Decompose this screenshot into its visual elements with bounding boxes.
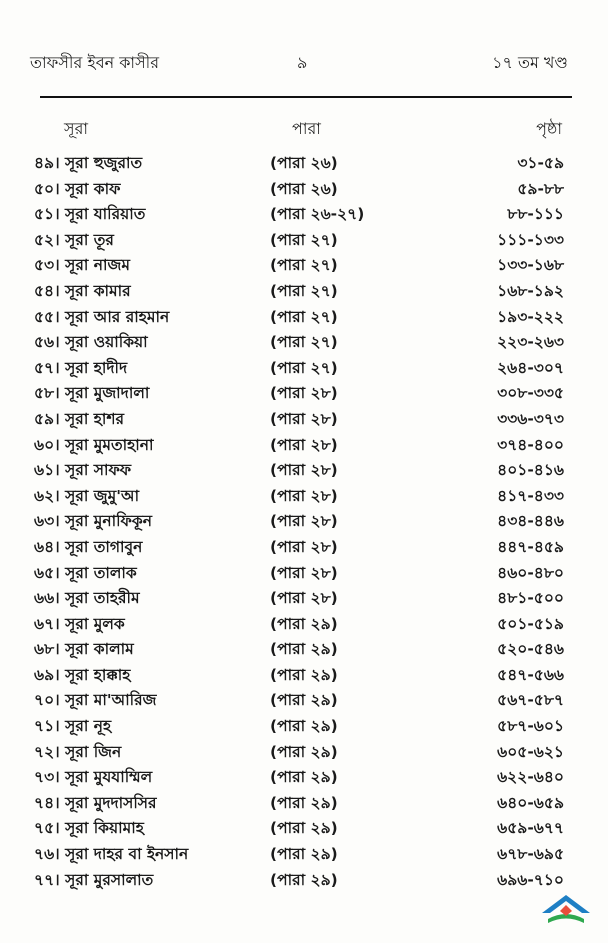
toc-row bbox=[0, 612, 608, 638]
para-number: (পারা ২৬-২৭) bbox=[270, 205, 365, 224]
surah-name: ৫৯। সূরা হাশর bbox=[34, 409, 125, 428]
surah-name: ৬৯। সূরা হাক্কাহ bbox=[34, 665, 131, 684]
toc-row bbox=[0, 816, 608, 842]
page-number: ৯ bbox=[297, 53, 308, 72]
page-range: ১১১-১৩৩ bbox=[497, 230, 564, 249]
page-range: ৩০৮-৩৩৫ bbox=[497, 384, 564, 403]
para-number: (পারা ২৮) bbox=[270, 537, 338, 556]
toc-row bbox=[0, 381, 608, 407]
surah-name: ৭২। সূরা জিন bbox=[34, 742, 122, 761]
column-header-para: পারা bbox=[292, 119, 321, 138]
toc-row bbox=[0, 458, 608, 484]
surah-name: ৫৩। সূরা নাজম bbox=[34, 256, 130, 275]
surah-name: ৭৭। সূরা মুরসালাত bbox=[34, 870, 154, 889]
column-header-surah: সূরা bbox=[64, 119, 89, 138]
page-range: ৫৯-৮৮ bbox=[517, 179, 564, 198]
para-number: (পারা ২৯) bbox=[270, 845, 338, 864]
toc-row bbox=[0, 586, 608, 612]
para-number: (পারা ২৬) bbox=[270, 179, 338, 198]
surah-name: ৬৭। সূরা মুলক bbox=[34, 614, 125, 633]
surah-name: ৭৩। সূরা মুযযাম্মিল bbox=[34, 768, 153, 787]
para-number: (পারা ২৯) bbox=[270, 793, 338, 812]
surah-name: ৬৪। সূরা তাগাবুন bbox=[34, 537, 143, 556]
surah-name: ৫০। সূরা কাফ bbox=[34, 179, 121, 198]
para-number: (পারা ২৯) bbox=[270, 691, 338, 710]
surah-name: ৬২। সূরা জুমু'আ bbox=[34, 486, 140, 505]
page-range: ৬০৫-৬২১ bbox=[497, 742, 564, 761]
page-range: ৫৮৭-৬০১ bbox=[497, 717, 564, 736]
para-number: (পারা ২৭) bbox=[270, 230, 338, 249]
toc-row bbox=[0, 663, 608, 689]
page-range: ৪৬০-৪৮০ bbox=[497, 563, 564, 582]
page-range: ৬৯৬-৭১০ bbox=[497, 870, 564, 889]
surah-name: ৫১। সূরা যারিয়াত bbox=[34, 205, 146, 224]
page-range: ৫৪৭-৫৬৬ bbox=[497, 665, 564, 684]
para-number: (পারা ২৮) bbox=[270, 409, 338, 428]
surah-name: ৭০। সূরা মা'আরিজ bbox=[34, 691, 157, 710]
page-range: ১৩৩-১৬৮ bbox=[497, 256, 564, 275]
header-rule bbox=[40, 96, 572, 98]
surah-name: ৫৫। সূরা আর রাহমান bbox=[34, 307, 170, 326]
surah-name: ৫৭। সূরা হাদীদ bbox=[34, 358, 128, 377]
page-range: ৪৩৪-৪৪৬ bbox=[497, 512, 564, 531]
toc-row bbox=[0, 509, 608, 535]
toc-row bbox=[0, 433, 608, 459]
page-range: ১৬৮-১৯২ bbox=[497, 281, 564, 300]
para-number: (পারা ২৯) bbox=[270, 665, 338, 684]
surah-name: ৫৪। সূরা কামার bbox=[34, 281, 131, 300]
para-number: (পারা ২৯) bbox=[270, 614, 338, 633]
toc-row bbox=[0, 228, 608, 254]
toc-row bbox=[0, 177, 608, 203]
para-number: (পারা ২৮) bbox=[270, 512, 338, 531]
toc-row bbox=[0, 330, 608, 356]
toc-row bbox=[0, 202, 608, 228]
para-number: (পারা ২৭) bbox=[270, 307, 338, 326]
para-number: (পারা ২৮) bbox=[270, 384, 338, 403]
page-range: ৫২০-৫৪৬ bbox=[497, 640, 564, 659]
page-range: ২৬৪-৩০৭ bbox=[497, 358, 564, 377]
para-number: (পারা ২৯) bbox=[270, 742, 338, 761]
toc-row bbox=[0, 714, 608, 740]
toc-row bbox=[0, 842, 608, 868]
surah-name: ৪৯। সূরা হুজুরাত bbox=[34, 154, 143, 172]
para-number: (পারা ২৮) bbox=[270, 486, 338, 505]
toc-row bbox=[0, 688, 608, 714]
toc-row bbox=[0, 740, 608, 766]
column-header-page: পৃষ্ঠা bbox=[536, 119, 562, 138]
page-range: ৫৬৭-৫৮৭ bbox=[497, 691, 564, 710]
toc-row bbox=[0, 151, 608, 177]
page-range: ১৯৩-২২২ bbox=[497, 307, 564, 326]
toc-row bbox=[0, 765, 608, 791]
para-number: (পারা ২৭) bbox=[270, 281, 338, 300]
page-range: ৬২২-৬৪০ bbox=[497, 768, 564, 787]
publisher-logo-icon bbox=[538, 889, 594, 929]
page-range: ৩১-৫৯ bbox=[517, 154, 564, 172]
toc-row bbox=[0, 637, 608, 663]
page-range: ৬৫৯-৬৭৭ bbox=[497, 819, 564, 838]
page-range: ৪৮১-৫০০ bbox=[497, 589, 564, 608]
toc-row bbox=[0, 484, 608, 510]
para-number: (পারা ২৭) bbox=[270, 358, 338, 377]
surah-name: ৭১। সূরা নূহ bbox=[34, 717, 112, 736]
page-range: ৪৪৭-৪৫৯ bbox=[497, 537, 564, 556]
surah-name: ৬৬। সূরা তাহরীম bbox=[34, 589, 140, 608]
surah-name: ৬৩। সূরা মুনাফিকূন bbox=[34, 512, 152, 531]
page-range: ৩৩৬-৩৭৩ bbox=[497, 409, 564, 428]
book-title: তাফসীর ইবন কাসীর bbox=[30, 53, 160, 72]
toc-row bbox=[0, 868, 608, 894]
surah-name: ৬৫। সূরা তালাক bbox=[34, 563, 137, 582]
page-range: ৪১৭-৪৩৩ bbox=[497, 486, 564, 505]
para-number: (পারা ২৬) bbox=[270, 154, 338, 172]
para-number: (পারা ২৯) bbox=[270, 717, 338, 736]
surah-name: ৫৬। সূরা ওয়াকিয়া bbox=[34, 333, 148, 352]
para-number: (পারা ২৭) bbox=[270, 333, 338, 352]
surah-name: ৫৮। সূরা মুজাদালা bbox=[34, 384, 150, 403]
page-range: ৬৪০-৬৫৯ bbox=[497, 793, 564, 812]
page-range: ৬৭৮-৬৯৫ bbox=[497, 845, 564, 864]
para-number: (পারা ২৮) bbox=[270, 563, 338, 582]
running-head bbox=[30, 50, 568, 74]
page-range: ২২৩-২৬৩ bbox=[497, 333, 564, 352]
volume-label: ১৭ তম খণ্ড bbox=[492, 53, 568, 72]
toc-row bbox=[0, 561, 608, 587]
table-of-contents bbox=[0, 151, 608, 893]
page-range: ৮৮-১১১ bbox=[507, 205, 564, 224]
page-range: ৩৭৪-৪০০ bbox=[497, 435, 564, 454]
surah-name: ৬০। সূরা মুমতাহানা bbox=[34, 435, 154, 454]
surah-name: ৬৮। সূরা কালাম bbox=[34, 640, 134, 659]
surah-name: ৭৬। সূরা দাহর বা ইনসান bbox=[34, 845, 189, 864]
surah-name: ৭৪। সূরা মুদদাসসির bbox=[34, 793, 157, 812]
surah-name: ৬১। সূরা সাফফ bbox=[34, 461, 132, 480]
page-range: ৪০১-৪১৬ bbox=[497, 461, 564, 480]
para-number: (পারা ২৮) bbox=[270, 589, 338, 608]
surah-name: ৫২। সূরা তূর bbox=[34, 230, 114, 249]
para-number: (পারা ২৮) bbox=[270, 461, 338, 480]
surah-name: ৭৫। সূরা কিয়ামাহ bbox=[34, 819, 144, 838]
para-number: (পারা ২৯) bbox=[270, 768, 338, 787]
para-number: (পারা ২৯) bbox=[270, 640, 338, 659]
toc-row bbox=[0, 305, 608, 331]
toc-row bbox=[0, 279, 608, 305]
para-number: (পারা ২৯) bbox=[270, 870, 338, 889]
para-number: (পারা ২৯) bbox=[270, 819, 338, 838]
toc-row bbox=[0, 535, 608, 561]
toc-row bbox=[0, 253, 608, 279]
para-number: (পারা ২৮) bbox=[270, 435, 338, 454]
page-range: ৫০১-৫১৯ bbox=[497, 614, 564, 633]
toc-row bbox=[0, 356, 608, 382]
toc-row bbox=[0, 407, 608, 433]
para-number: (পারা ২৭) bbox=[270, 256, 338, 275]
toc-row bbox=[0, 791, 608, 817]
